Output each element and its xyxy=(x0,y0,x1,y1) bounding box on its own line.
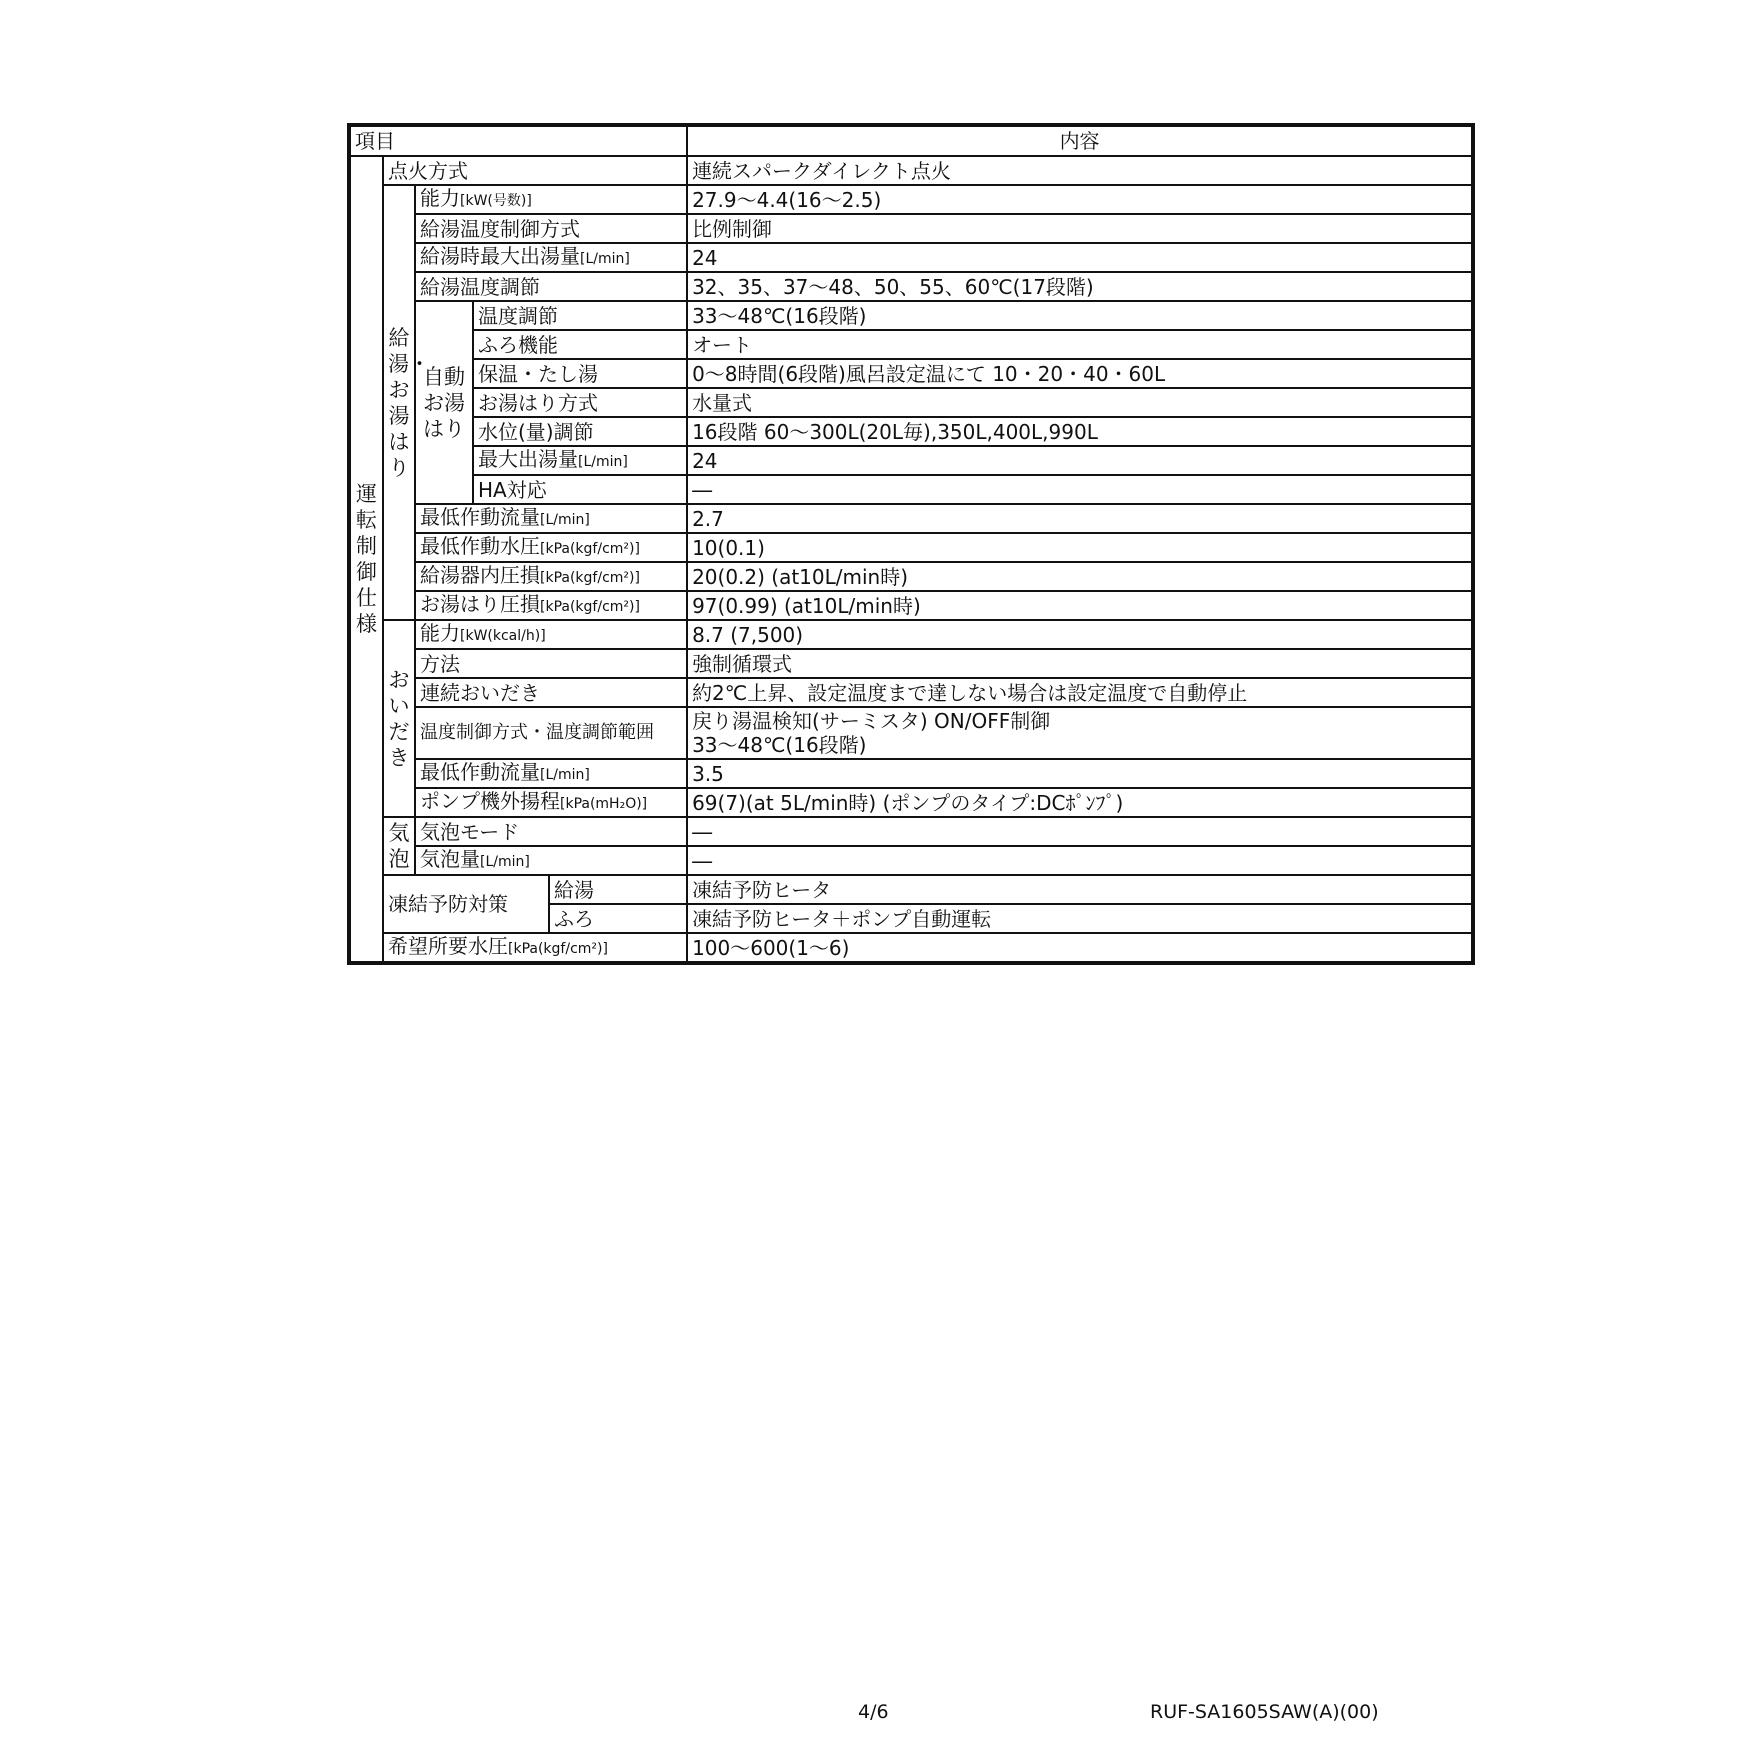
label-text: 気泡量 xyxy=(420,847,480,871)
row-value: 凍結予防ヒータ＋ポンプ自動運転 xyxy=(687,904,1473,933)
row-value: 33～48℃(16段階) xyxy=(687,301,1473,330)
row-label xyxy=(415,185,687,214)
row-label xyxy=(473,330,687,359)
label-text: 給湯温度調節 xyxy=(420,274,540,299)
row-label xyxy=(473,359,687,388)
table-row xyxy=(349,475,1473,504)
label-text: お湯はり圧損 xyxy=(420,592,540,616)
table-row xyxy=(349,446,1473,475)
value-line: 33～48℃(16段階) xyxy=(692,733,867,757)
table-row xyxy=(349,272,1473,301)
unit-text: [kPa(kgf/cm²)] xyxy=(508,941,608,957)
label-text: 希望所要水圧 xyxy=(388,934,508,958)
label-text: ふろ機能 xyxy=(478,332,558,357)
row-value: 24 xyxy=(687,446,1473,475)
row-value: ― xyxy=(687,817,1473,846)
label-text: 温度制御方式・温度調節範囲 xyxy=(420,722,654,743)
freeze-label: 凍結予防対策 xyxy=(383,875,549,933)
row-value: 3.5 xyxy=(687,759,1473,788)
group-label-auto xyxy=(415,301,473,504)
group-label-text: 給湯・お湯はり xyxy=(388,325,430,480)
row-value: 69(7)(at 5L/min時) (ポンプのタイプ:DCﾎﾟﾝﾌﾟ) xyxy=(687,788,1473,817)
table-row xyxy=(349,707,1473,759)
label-text: 給湯温度制御方式 xyxy=(420,216,580,241)
row-value: オート xyxy=(687,330,1473,359)
unit-text: [L/min] xyxy=(480,854,530,870)
table-row xyxy=(349,788,1473,817)
row-label xyxy=(415,846,687,875)
row-value: 2.7 xyxy=(687,504,1473,533)
table-row xyxy=(349,649,1473,678)
label-text: 給湯器内圧損 xyxy=(420,563,540,587)
row-value: 強制循環式 xyxy=(687,649,1473,678)
row-value: 凍結予防ヒータ xyxy=(687,875,1473,904)
row-label xyxy=(415,620,687,649)
row-value: 0～8時間(6段階)風呂設定温にて 10・20・40・60L xyxy=(687,359,1473,388)
unit-text: [L/min] xyxy=(580,251,630,267)
table-row xyxy=(349,388,1473,417)
row-label xyxy=(415,272,687,301)
row-label xyxy=(383,933,687,963)
table-row xyxy=(349,330,1473,359)
group-label-text: おいだき xyxy=(388,667,410,770)
group-label-text: 自動お湯はり xyxy=(423,364,465,441)
page-number: 4/6 xyxy=(858,1701,889,1723)
row-value: ― xyxy=(687,475,1473,504)
row-value: 27.9～4.4(16～2.5) xyxy=(687,185,1473,214)
unit-text: [L/min] xyxy=(578,454,628,470)
row-value: 比例制御 xyxy=(687,214,1473,243)
table-row xyxy=(349,817,1473,846)
row-label xyxy=(415,591,687,620)
table-row xyxy=(349,359,1473,388)
row-label xyxy=(415,243,687,272)
unit-text: [kPa(mH₂O)] xyxy=(560,796,648,812)
label-text: 水位(量)調節 xyxy=(478,419,594,444)
table-row xyxy=(349,243,1473,272)
table-row xyxy=(349,504,1473,533)
header-content: 内容 xyxy=(687,125,1473,156)
row-label xyxy=(473,301,687,330)
label-text: 気泡モード xyxy=(420,819,520,844)
unit-text: [L/min] xyxy=(540,512,590,528)
label-text: ポンプ機外揚程 xyxy=(420,789,560,813)
ignition-label: 点火方式 xyxy=(383,156,687,185)
ignition-value: 連続スパークダイレクト点火 xyxy=(687,156,1473,185)
row-value: 8.7 (7,500) xyxy=(687,620,1473,649)
label-text: 給湯時最大出湯量 xyxy=(420,244,580,268)
label-text: 能力 xyxy=(420,621,460,645)
row-value: 20(0.2) (at10L/min時) xyxy=(687,562,1473,591)
group-label-kihou xyxy=(383,817,415,875)
table-row xyxy=(349,417,1473,446)
unit-text: [kPa(kgf/cm²)] xyxy=(540,541,640,557)
row-value: 24 xyxy=(687,243,1473,272)
unit-text: [kW(号数)] xyxy=(460,193,532,209)
group-label-main xyxy=(349,156,383,963)
table-row xyxy=(349,933,1473,963)
row-label xyxy=(415,649,687,678)
group-label-text: 運転制御仕様 xyxy=(356,482,377,636)
header-item: 項目 xyxy=(349,125,687,156)
row-label xyxy=(473,446,687,475)
label-text: 最低作動流量 xyxy=(420,760,540,784)
row-label xyxy=(415,214,687,243)
label-text: 温度調節 xyxy=(478,303,558,328)
model-number: RUF-SA1605SAW(A)(00) xyxy=(1150,1701,1379,1723)
row-label xyxy=(415,504,687,533)
row-value: 10(0.1) xyxy=(687,533,1473,562)
row-label xyxy=(415,707,687,759)
table-row xyxy=(349,620,1473,649)
row-value: 約2℃上昇、設定温度まで達しない場合は設定温度で自動停止 xyxy=(687,678,1473,707)
table-row xyxy=(349,214,1473,243)
row-label xyxy=(415,533,687,562)
header-row xyxy=(349,125,1473,156)
table-row xyxy=(349,846,1473,875)
table-row xyxy=(349,591,1473,620)
unit-text: [kPa(kgf/cm²)] xyxy=(540,570,640,586)
row-value: 97(0.99) (at10L/min時) xyxy=(687,591,1473,620)
table-row xyxy=(349,562,1473,591)
label-text: 方法 xyxy=(420,651,460,676)
row-value: ― xyxy=(687,846,1473,875)
label-text: 能力 xyxy=(420,186,460,210)
unit-text: [kW(kcal/h)] xyxy=(460,628,546,644)
table-row xyxy=(349,301,1473,330)
row-value: 16段階 60～300L(20L毎),350L,400L,990L xyxy=(687,417,1473,446)
unit-text: [L/min] xyxy=(540,767,590,783)
row-label xyxy=(415,759,687,788)
table-row xyxy=(349,533,1473,562)
row-label xyxy=(415,562,687,591)
row-label xyxy=(473,388,687,417)
row-label: 給湯 xyxy=(549,875,687,904)
table-row xyxy=(349,156,1473,185)
row-label xyxy=(473,475,687,504)
label-text: 最低作動水圧 xyxy=(420,534,540,558)
row-label xyxy=(473,417,687,446)
row-value xyxy=(687,707,1473,759)
table-row xyxy=(349,185,1473,214)
label-text: HA対応 xyxy=(478,477,547,502)
unit-text: [kPa(kgf/cm²)] xyxy=(540,599,640,615)
spec-table xyxy=(347,123,1475,965)
group-label-kyuto xyxy=(383,185,430,620)
row-value: 100～600(1～6) xyxy=(687,933,1473,963)
label-text: お湯はり方式 xyxy=(478,390,598,415)
row-label xyxy=(415,817,687,846)
row-label xyxy=(415,678,687,707)
group-label-oidaki xyxy=(383,620,415,817)
table-row xyxy=(349,678,1473,707)
row-value: 32、35、37～48、50、55、60℃(17段階) xyxy=(687,272,1473,301)
row-label: ふろ xyxy=(549,904,687,933)
row-value: 水量式 xyxy=(687,388,1473,417)
group-label-text: 気泡 xyxy=(388,821,410,871)
label-text: 最大出湯量 xyxy=(478,447,578,471)
table-row xyxy=(349,759,1473,788)
row-label xyxy=(415,788,687,817)
label-text: 保温・たし湯 xyxy=(478,361,598,386)
value-line: 戻り湯温検知(サーミスタ) ON/OFF制御 xyxy=(692,709,1051,733)
table-row xyxy=(349,875,1473,904)
label-text: 最低作動流量 xyxy=(420,505,540,529)
label-text: 連続おいだき xyxy=(420,680,540,705)
